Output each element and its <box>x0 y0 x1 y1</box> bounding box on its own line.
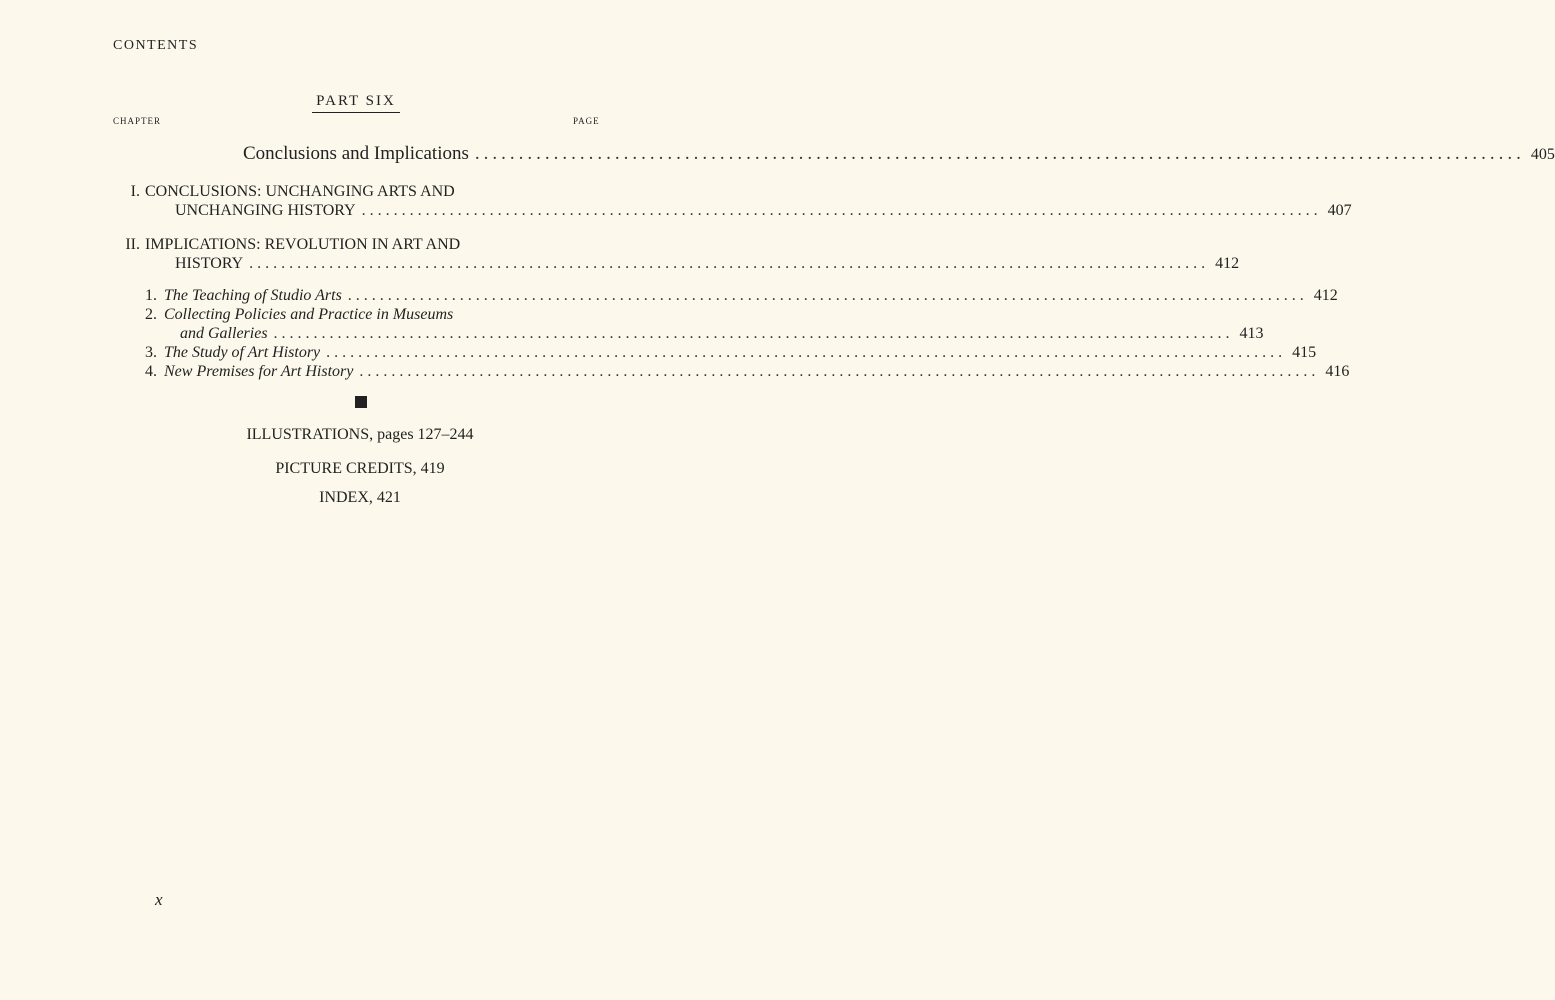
chapter-title-row <box>175 255 1240 273</box>
leader-dots: ........................................................................................................................ <box>347 287 1308 304</box>
section-number: 1. <box>145 287 157 304</box>
leader-dots: ........................................................................................................................ <box>249 255 1210 272</box>
section-row <box>180 325 1264 343</box>
section-title: The Teaching of Studio Arts <box>164 287 342 304</box>
leader-dots: ........................................................................................................................ <box>474 143 1525 164</box>
section-page: 416 <box>1325 363 1350 380</box>
chapter-title-row <box>175 202 1352 220</box>
back-matter-index: INDEX, 421 <box>319 489 401 506</box>
chapter-page: 407 <box>1327 202 1352 219</box>
section-title: Collecting Policies and Practice in Museums <box>164 306 454 323</box>
chapter-title-line1: CONCLUSIONS: UNCHANGING ARTS AND <box>145 183 455 200</box>
chapter-title-line2: UNCHANGING HISTORY <box>175 202 356 219</box>
chapter-column-header: CHAPTER <box>113 116 162 126</box>
conclusions-heading-title: Conclusions and Implications <box>243 143 469 164</box>
leader-dots: ........................................................................................................................ <box>273 325 1234 342</box>
chapter-number: II. <box>125 236 140 253</box>
section-row <box>164 287 1338 305</box>
chapter-page: 412 <box>1215 255 1240 272</box>
page-folio: x <box>155 890 163 909</box>
running-head: CONTENTS <box>113 38 199 53</box>
leader-dots: ........................................................................................................................ <box>361 202 1322 219</box>
section-title-cont: and Galleries <box>180 325 268 342</box>
section-row <box>164 344 1317 362</box>
conclusions-heading-page: 405 <box>1530 146 1555 163</box>
part-title <box>0 92 650 113</box>
page-column-header: PAGE <box>573 116 600 126</box>
section-divider-square <box>355 396 367 408</box>
section-title: The Study of Art History <box>164 344 321 361</box>
section-number: 4. <box>145 363 157 380</box>
part-title-text: PART SIX <box>312 93 400 113</box>
section-page: 413 <box>1239 325 1264 342</box>
section-title: New Premises for Art History <box>164 363 354 380</box>
leader-dots: ........................................................................................................................ <box>326 344 1287 361</box>
section-row <box>164 363 1350 381</box>
chapter-number: I. <box>130 183 140 200</box>
chapter-title-line2: HISTORY <box>175 255 244 272</box>
conclusions-heading-row <box>243 143 1555 165</box>
section-number: 2. <box>145 306 157 323</box>
back-matter-picture-credits: PICTURE CREDITS, 419 <box>275 460 445 477</box>
section-number: 3. <box>145 344 157 361</box>
section-page: 412 <box>1313 287 1338 304</box>
back-matter-illustrations: ILLUSTRATIONS, pages 127–244 <box>246 426 474 443</box>
leader-dots: ........................................................................................................................ <box>359 363 1320 380</box>
chapter-title-line1: IMPLICATIONS: REVOLUTION IN ART AND <box>145 236 461 253</box>
section-page: 415 <box>1292 344 1317 361</box>
